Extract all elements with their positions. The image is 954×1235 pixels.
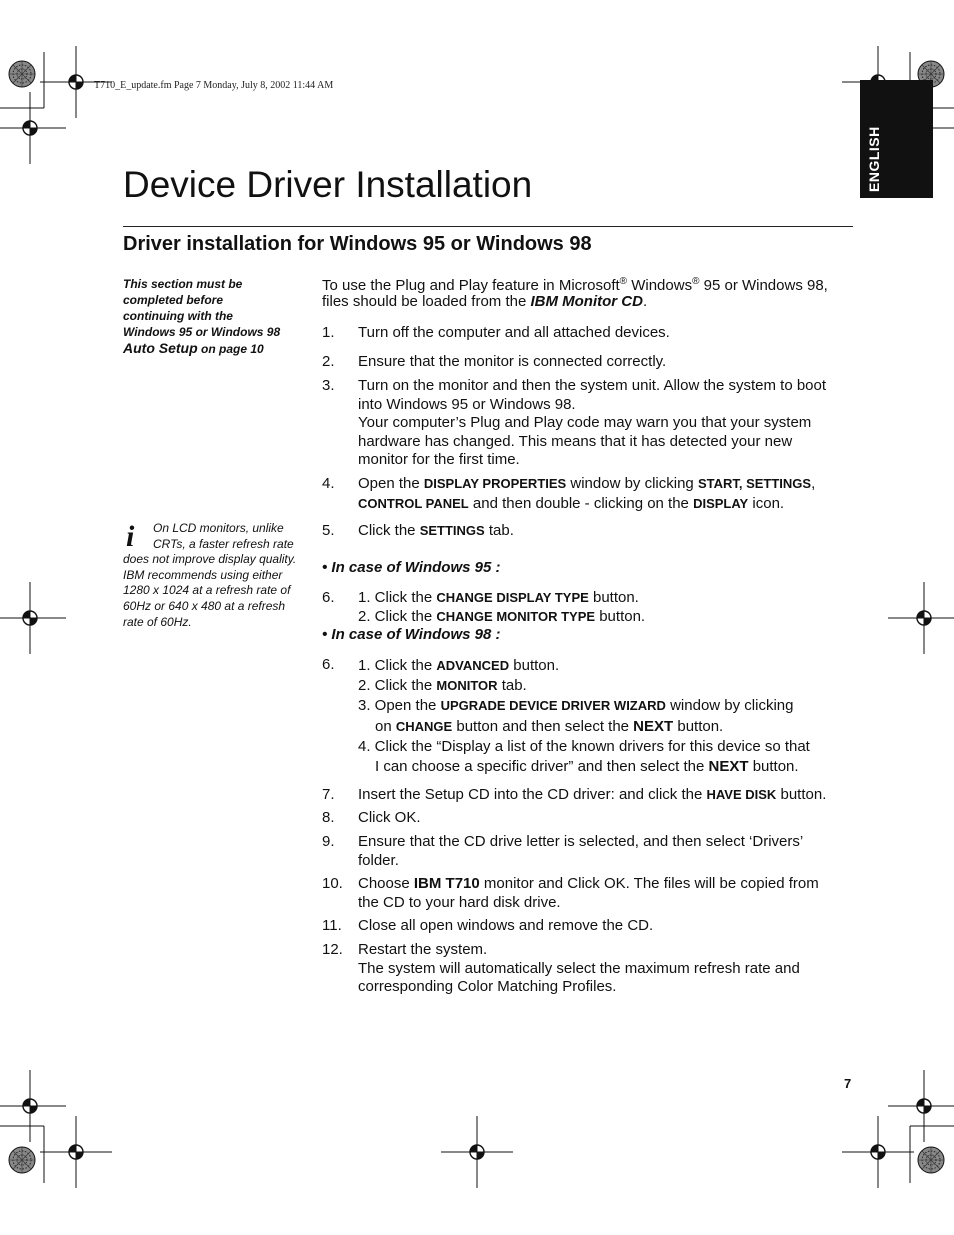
page-number: 7 (844, 1076, 852, 1091)
side-note (123, 276, 303, 357)
tip-line: 1280 x 1024 at a refresh rate of (123, 583, 291, 598)
step-number: 11. (322, 917, 342, 934)
step-text: 1. Click the ADVANCED button. 2. Click the MONITOR tab. 3. Open the UPGRADE DEVICE DRIVER WIZARD window by clicking on CHANGE button and then select the NEXT button. 4. Click the “Display a list of the known drivers for this device so that I can choose a specific driver” and then select the NEXT button. (358, 657, 810, 776)
step-text: Insert the Setup CD into the CD driver: and click the HAVE DISK button. (358, 786, 827, 803)
step-number: 2. (322, 353, 335, 370)
side-note-line: completed before (123, 293, 224, 307)
step-number: 1. (322, 324, 335, 341)
info-icon: i (126, 520, 135, 553)
title-divider (123, 226, 853, 227)
step-text: Turn off the computer and all attached devices. (358, 324, 670, 341)
tip-line: rate of 60Hz. (123, 614, 192, 629)
step-number: 4. (322, 475, 335, 492)
step-number: 9. (322, 833, 335, 850)
step-text: Click OK. (358, 809, 421, 826)
step-text: 1. Click the CHANGE DISPLAY TYPE button. 2. Click the CHANGE MONITOR TYPE button. (358, 589, 646, 625)
tip-line: CRTs, a faster refresh rate (153, 536, 294, 551)
step-number: 5. (322, 522, 335, 539)
intro-line-2: files should be loaded from the IBM Monitor CD. (322, 293, 648, 310)
auto-setup-link[interactable]: Auto Setup (123, 340, 198, 356)
page-reference: on page 10 (201, 342, 264, 356)
step-text: Turn on the monitor and then the system unit. Allow the system to boot into Windows 95 or Windows 98. Your computer’s Plug and Play code may warn you that your system hardware has changed. This means that it has detected your new monitor for the first time. (358, 377, 827, 468)
file-header-note: T710_E_update.fm Page 7 Monday, July 8, 2002 11:44 AM (94, 80, 334, 91)
windows-98-heading: • In case of Windows 98 : (322, 626, 501, 643)
language-tab-label: ENGLISH (866, 126, 882, 192)
step-number: 6. (322, 656, 335, 673)
step-text: Restart the system. The system will automatically select the maximum refresh rate and corresponding Color Matching Profiles. (358, 941, 800, 995)
step-text: Click the SETTINGS tab. (358, 522, 514, 539)
step-text: Ensure that the CD drive letter is selected, and then select ‘Drivers’ folder. (358, 833, 804, 869)
step-number: 12. (322, 941, 343, 958)
language-tab (860, 80, 933, 198)
step-number: 10. (322, 875, 343, 892)
step-number: 7. (322, 786, 335, 803)
side-note-line: continuing with the (123, 309, 233, 323)
side-note-line: This section must be (123, 277, 243, 291)
step-number: 3. (322, 377, 335, 394)
intro-line-1: To use the Plug and Play feature in Microsoft® Windows® 95 or Windows 98, (322, 276, 828, 294)
page-title: Device Driver Installation (123, 164, 533, 205)
tip-line: IBM recommends using either (123, 567, 283, 582)
step-number: 8. (322, 809, 335, 826)
step-number: 6. (322, 589, 335, 606)
section-subtitle: Driver installation for Windows 95 or Windows 98 (123, 233, 592, 255)
side-note-line: Windows 95 or Windows 98 (123, 325, 281, 339)
step-text: Open the DISPLAY PROPERTIES window by clicking START, SETTINGS, CONTROL PANEL and then double - clicking on the DISPLAY icon. (358, 475, 816, 512)
step-text: Ensure that the monitor is connected correctly. (358, 353, 667, 370)
tip-line: does not improve display quality. (123, 552, 297, 567)
step-text: Choose IBM T710 monitor and Click OK. The files will be copied from the CD to your hard disk drive. (358, 875, 819, 911)
step-text: Close all open windows and remove the CD. (358, 917, 654, 934)
tip-line: 60Hz or 640 x 480 at a refresh (123, 598, 286, 613)
tip-note (123, 521, 305, 630)
windows-95-heading: • In case of Windows 95 : (322, 559, 501, 576)
ibm-monitor-cd: IBM Monitor CD (530, 293, 643, 310)
tip-line: On LCD monitors, unlike (153, 521, 284, 535)
